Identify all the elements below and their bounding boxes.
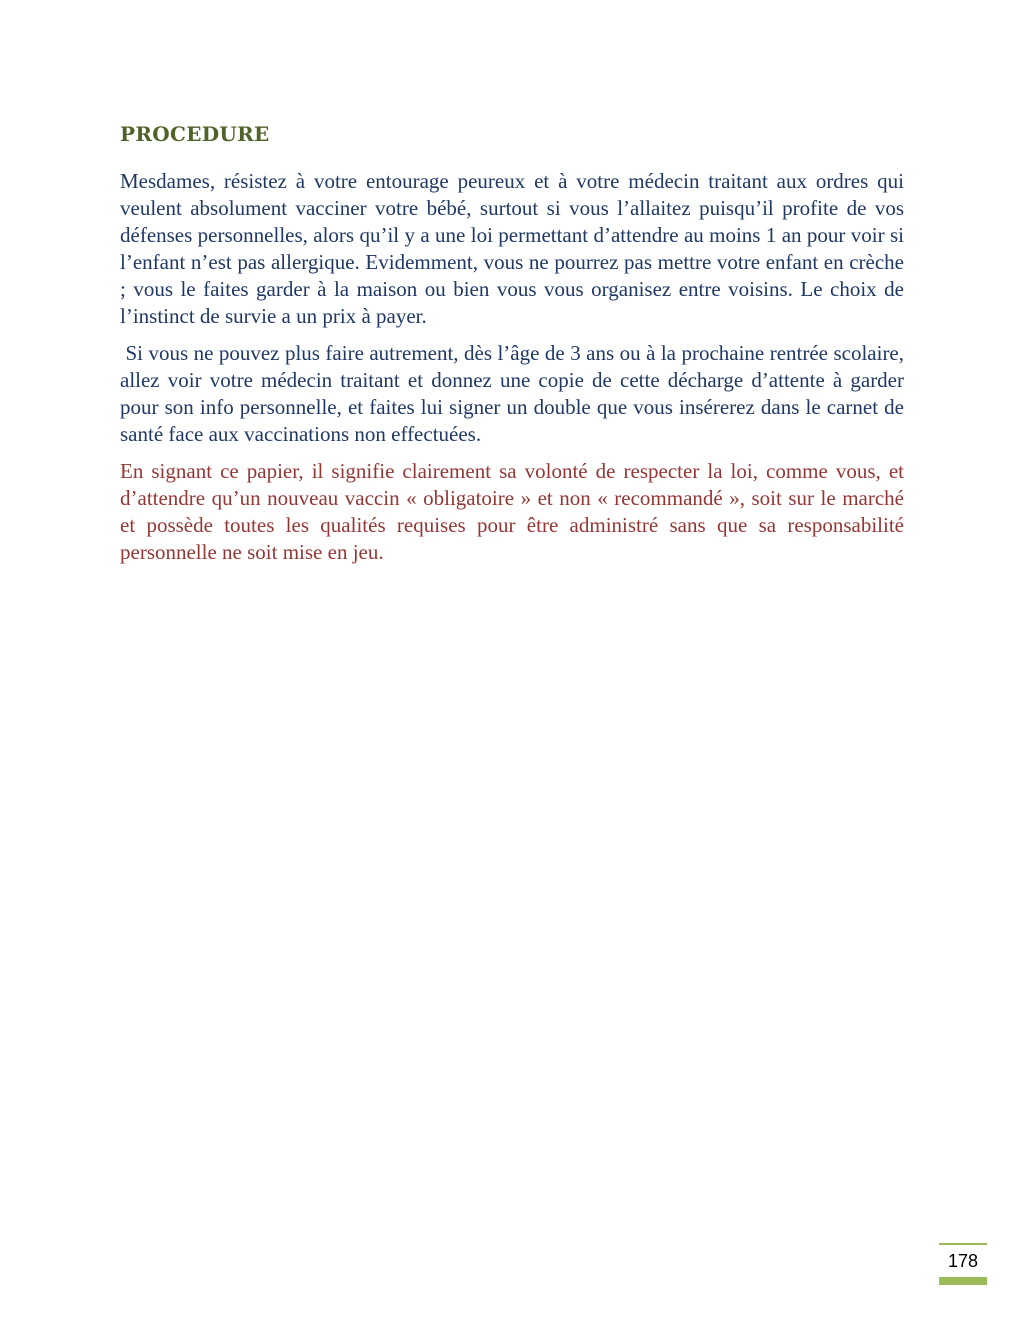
section-heading: PROCEDURE [120, 122, 270, 146]
paragraph-signature-note: En signant ce papier, il signifie clairement sa volonté de respecter la loi, comme vous, et d’attendre qu’un nouveau vaccin « obligatoire » et non « recommandé », soit sur le marché et possède toutes les qualités requises pour être administré sans que sa responsabilité personnelle ne soit mise en jeu. [120, 459, 904, 564]
footer-rule-bottom [939, 1277, 987, 1285]
page-number: 178 [947, 1251, 979, 1271]
page-content [120, 118, 910, 576]
paragraph-instructions: Si vous ne pouvez plus faire autrement, dès l’âge de 3 ans ou à la prochaine rentrée scolaire, allez voir votre médecin traitant et donnez une copie de cette décharge d’attente à garder pour son info personnelle, et faites lui signer un double que vous insérerez dans le carnet de santé face aux vaccinations non effectuées. [120, 341, 910, 446]
paragraph-intro: Mesdames, résistez à votre entourage peureux et à votre médecin traitant aux ordres qui veulent absolument vacciner votre bébé, surtout si vous l’allaitez puisqu’il profite de vos défenses personnelles, alors qu’il y a une loi permettant d’attendre au moins 1 an pour voir si l’enfant n’est pas allergique. Evidemment, vous ne pourrez pas mettre votre enfant en crèche ; vous le faites garder à la maison ou bien vous vous organisez entre voisins. Le choix de l’instinct de survie a un prix à payer. [120, 169, 904, 328]
page-footer [939, 1243, 987, 1285]
